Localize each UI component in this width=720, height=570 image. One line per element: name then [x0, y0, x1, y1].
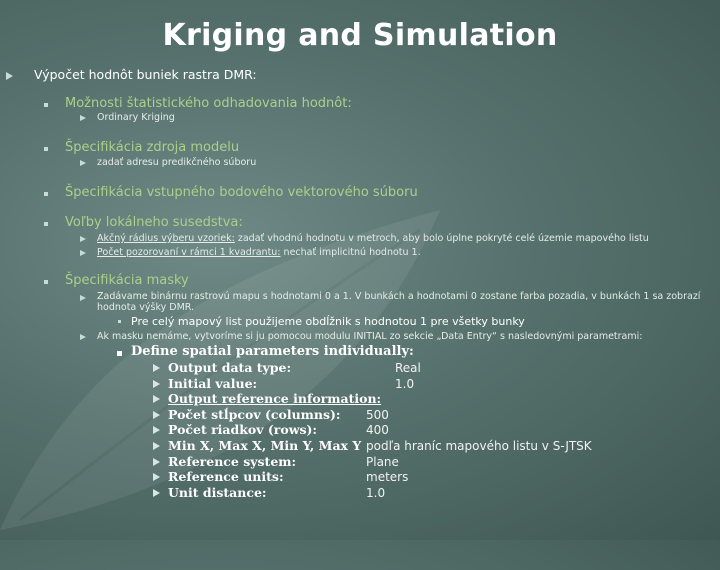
triangle-bullet-icon [80, 334, 86, 340]
param-value: 500 [366, 407, 389, 422]
triangle-bullet-icon [80, 295, 86, 301]
triangle-bullet-icon [153, 426, 160, 434]
triangle-bullet-icon [153, 411, 160, 419]
triangle-bullet-icon [80, 250, 86, 256]
square-bullet-icon [117, 351, 122, 356]
param-value: 400 [366, 423, 389, 438]
param-label: Output data type: [168, 360, 292, 375]
param-value: meters [366, 470, 409, 485]
section-item: zadať adresu predikčného súboru [97, 157, 257, 168]
square-bullet-icon [44, 192, 48, 196]
section-item: Ak masku nemáme, vytvoríme si ju pomocou modulu INITIAL zo sekcie „Data Entry“ s nasledovnými parametrami: [97, 331, 643, 342]
section-heading: Špecifikácia masky [65, 273, 189, 288]
section-item-line: hodnota výšky DMR. [97, 302, 195, 313]
param-value: Plane [366, 454, 399, 469]
item-lead: Počet pozorovaní v rámci 1 kvadrantu: [97, 247, 281, 258]
param-label: Reference units: [168, 469, 284, 485]
triangle-bullet-icon [80, 115, 86, 121]
triangle-bullet-icon [80, 160, 86, 166]
triangle-bullet-icon [153, 395, 160, 403]
param-value: 1.0 [366, 485, 386, 500]
spatial-params-title: Define spatial parameters individually: [131, 344, 414, 359]
section-item [97, 247, 421, 258]
param-value: Real [395, 361, 421, 375]
main-bullet: Výpočet hodnôt buniek rastra DMR: [34, 67, 257, 82]
triangle-bullet-icon [153, 458, 160, 466]
item-rest: nechať implicitnú hodnotu 1. [280, 247, 421, 258]
param-value: 1.0 [395, 376, 415, 391]
triangle-bullet-icon [153, 380, 160, 388]
section-item [97, 233, 649, 244]
triangle-bullet-icon [153, 442, 160, 450]
param-label: Počet stĺpcov (columns): [168, 406, 341, 422]
section-heading: Možnosti štatistického odhadovania hodnôt: [65, 96, 352, 111]
section-item: Ordinary Kriging [97, 112, 175, 123]
triangle-bullet-icon [153, 364, 160, 372]
triangle-bullet-icon [80, 236, 86, 242]
item-rest: zadať vhodnú hodnotu v metroch, aby bolo úplne pokryté celé územie mapového listu [234, 233, 649, 244]
param-label: Reference system: [168, 453, 297, 469]
triangle-bullet-icon [153, 473, 160, 481]
section-item-line: Zadávame binárnu rastrovú mapu s hodnotami 0 a 1. V bunkách a hodnotami 0 zostane farba pozadia, v bunkách 1 sa zobrazí [97, 291, 701, 302]
square-bullet-icon [44, 280, 48, 284]
square-bullet-icon [118, 320, 121, 323]
square-bullet-icon [44, 222, 48, 226]
item-lead: Akčný rádius výberu vzoriek: [97, 233, 235, 244]
triangle-bullet-icon [6, 72, 13, 80]
square-bullet-icon [44, 147, 48, 151]
param-label: Output reference information: [168, 391, 382, 407]
param-label: Počet riadkov (rows): [168, 422, 318, 438]
param-label: Min X, Max X, Min Y, Max Y [168, 438, 362, 453]
slide-title: Kriging and Simulation [162, 18, 558, 53]
param-label: Unit distance: [168, 484, 267, 500]
param-label: Initial value: [168, 375, 258, 391]
section-heading: Špecifikácia vstupného bodového vektorového súboru [65, 185, 418, 200]
square-bullet-icon [44, 103, 48, 107]
triangle-bullet-icon [153, 489, 160, 497]
param-value: podľa hraníc mapového listu v S-JTSK [366, 439, 592, 453]
section-heading: Špecifikácia zdroja modelu [65, 140, 240, 155]
sub-item: Pre celý mapový list použijeme obdĺžnik s hodnotou 1 pre všetky bunky [131, 315, 525, 328]
section-heading: Voľby lokálneho susedstva: [65, 215, 243, 230]
